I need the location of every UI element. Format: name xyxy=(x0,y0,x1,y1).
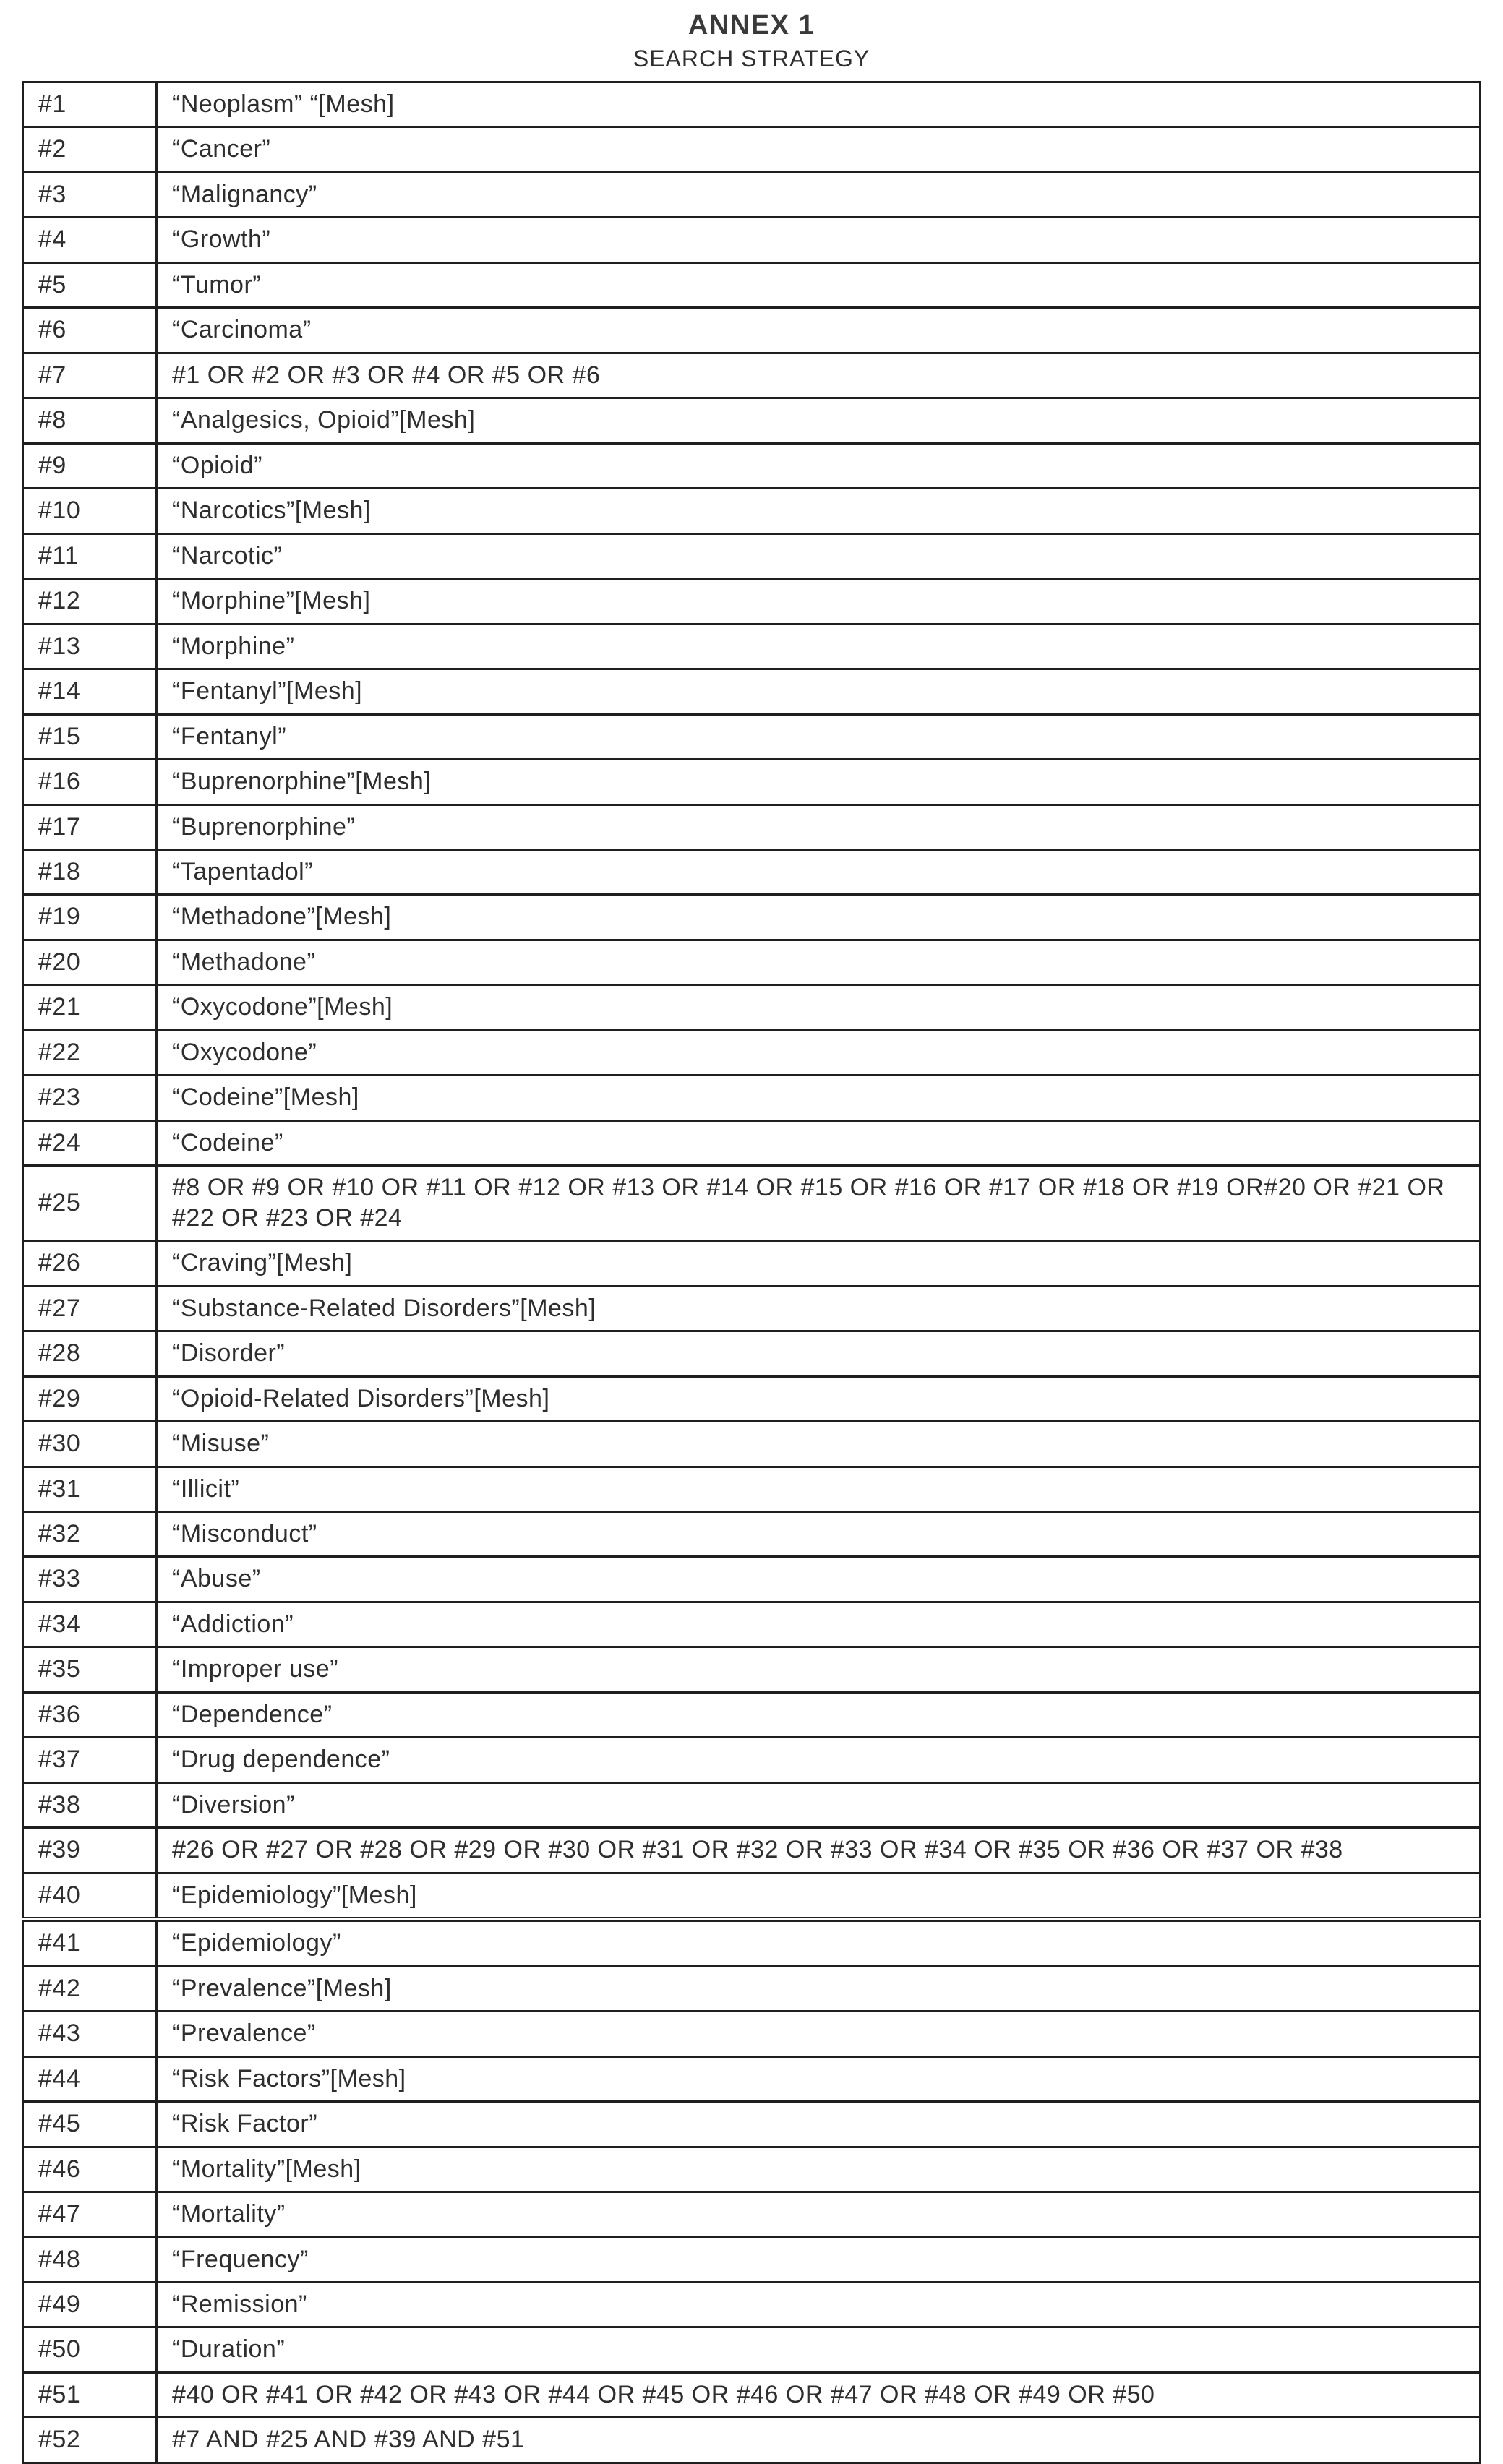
table-row xyxy=(23,443,1481,488)
row-id: #26 xyxy=(23,1241,157,1286)
row-query: “Tapentadol” xyxy=(157,849,1481,894)
row-query: “Misconduct” xyxy=(157,1512,1481,1557)
page-subtitle: SEARCH STRATEGY xyxy=(633,46,870,72)
row-id: #4 xyxy=(23,218,157,262)
row-query: #26 OR #27 OR #28 OR #29 OR #30 OR #31 OR #32 OR #33 OR #34 OR #35 OR #36 OR #37 OR #38 xyxy=(157,1828,1481,1873)
table-row xyxy=(23,127,1481,172)
row-query: “Dependence” xyxy=(157,1692,1481,1737)
row-query: “Mortality”[Mesh] xyxy=(157,2147,1481,2192)
row-query: “Substance-Related Disorders”[Mesh] xyxy=(157,1286,1481,1331)
row-query: “Duration” xyxy=(157,2327,1481,2372)
table-row xyxy=(23,398,1481,443)
row-id: #28 xyxy=(23,1331,157,1376)
row-id: #38 xyxy=(23,1782,157,1827)
table-row xyxy=(23,1602,1481,1647)
row-query: “Prevalence”[Mesh] xyxy=(157,1966,1481,2011)
row-query: “Opioid-Related Disorders”[Mesh] xyxy=(157,1376,1481,1421)
row-id: #25 xyxy=(23,1166,157,1241)
row-query: “Buprenorphine”[Mesh] xyxy=(157,760,1481,804)
row-id: #6 xyxy=(23,308,157,353)
page-header xyxy=(0,10,1503,72)
table-row xyxy=(23,2147,1481,2192)
row-id: #14 xyxy=(23,669,157,714)
table-row xyxy=(23,1030,1481,1075)
table-row xyxy=(23,1467,1481,1511)
row-id: #51 xyxy=(23,2372,157,2417)
row-query: #8 OR #9 OR #10 OR #11 OR #12 OR #13 OR #14 OR #15 OR #16 OR #17 OR #18 OR #19 OR#20 OR #21 OR #22 OR #23 OR #24 xyxy=(157,1166,1481,1241)
row-query: “Morphine”[Mesh] xyxy=(157,579,1481,624)
row-id: #21 xyxy=(23,985,157,1030)
row-id: #10 xyxy=(23,489,157,533)
table-row xyxy=(23,1166,1481,1241)
row-query: “Diversion” xyxy=(157,1782,1481,1827)
table-row xyxy=(23,669,1481,714)
table-row xyxy=(23,533,1481,578)
row-id: #42 xyxy=(23,1966,157,2011)
row-query: “Codeine” xyxy=(157,1120,1481,1165)
row-query: “Buprenorphine” xyxy=(157,804,1481,849)
table-row xyxy=(23,2056,1481,2101)
row-id: #33 xyxy=(23,1557,157,1602)
row-query: “Methadone”[Mesh] xyxy=(157,895,1481,940)
row-query: “Oxycodone” xyxy=(157,1030,1481,1075)
row-query: “Prevalence” xyxy=(157,2012,1481,2056)
table-row xyxy=(23,760,1481,804)
row-query: “Opioid” xyxy=(157,443,1481,488)
row-id: #45 xyxy=(23,2102,157,2147)
table-row xyxy=(23,1120,1481,1165)
row-id: #36 xyxy=(23,1692,157,1737)
row-id: #15 xyxy=(23,714,157,759)
row-id: #46 xyxy=(23,2147,157,2192)
row-id: #9 xyxy=(23,443,157,488)
row-id: #39 xyxy=(23,1828,157,1873)
table-row xyxy=(23,2012,1481,2056)
table-row xyxy=(23,1873,1481,1919)
row-id: #8 xyxy=(23,398,157,443)
table-row xyxy=(23,1076,1481,1120)
table-row xyxy=(23,2372,1481,2417)
row-query: “Risk Factor” xyxy=(157,2102,1481,2147)
table-row xyxy=(23,172,1481,217)
row-id: #52 xyxy=(23,2418,157,2463)
row-id: #32 xyxy=(23,1512,157,1557)
page-title: ANNEX 1 xyxy=(688,10,815,40)
row-query: “Analgesics, Opioid”[Mesh] xyxy=(157,398,1481,443)
row-query: “Epidemiology”[Mesh] xyxy=(157,1873,1481,1919)
table-row xyxy=(23,262,1481,307)
row-query: #40 OR #41 OR #42 OR #43 OR #44 OR #45 OR #46 OR #47 OR #48 OR #49 OR #50 xyxy=(157,2372,1481,2417)
table-row xyxy=(23,1512,1481,1557)
table-row xyxy=(23,624,1481,669)
table-row xyxy=(23,82,1481,127)
row-query: “Illicit” xyxy=(157,1467,1481,1511)
table-row xyxy=(23,218,1481,262)
row-query: #7 AND #25 AND #39 AND #51 xyxy=(157,2418,1481,2463)
table-row xyxy=(23,940,1481,984)
row-id: #7 xyxy=(23,353,157,398)
row-query: “Narcotics”[Mesh] xyxy=(157,489,1481,533)
table-row xyxy=(23,1422,1481,1467)
table-row xyxy=(23,1828,1481,1873)
row-query: “Frequency” xyxy=(157,2237,1481,2282)
row-query: #1 OR #2 OR #3 OR #4 OR #5 OR #6 xyxy=(157,353,1481,398)
row-query: “Cancer” xyxy=(157,127,1481,172)
row-id: #24 xyxy=(23,1120,157,1165)
table-row xyxy=(23,804,1481,849)
table-row xyxy=(23,985,1481,1030)
table-row xyxy=(23,489,1481,533)
row-query: “Addiction” xyxy=(157,1602,1481,1647)
table-row xyxy=(23,714,1481,759)
row-id: #19 xyxy=(23,895,157,940)
row-query: “Remission” xyxy=(157,2282,1481,2327)
table-row xyxy=(23,1692,1481,1737)
table-row xyxy=(23,1920,1481,1966)
table-row xyxy=(23,1286,1481,1331)
row-query: “Carcinoma” xyxy=(157,308,1481,353)
table-row xyxy=(23,1376,1481,1421)
row-id: #16 xyxy=(23,760,157,804)
table-row xyxy=(23,1647,1481,1692)
table-row xyxy=(23,1241,1481,1286)
row-query: “Morphine” xyxy=(157,624,1481,669)
table-row xyxy=(23,1331,1481,1376)
row-query: “Epidemiology” xyxy=(157,1920,1481,1966)
table-row xyxy=(23,1966,1481,2011)
row-id: #3 xyxy=(23,172,157,217)
row-id: #43 xyxy=(23,2012,157,2056)
row-id: #35 xyxy=(23,1647,157,1692)
row-query: “Misuse” xyxy=(157,1422,1481,1467)
row-id: #37 xyxy=(23,1738,157,1782)
row-id: #12 xyxy=(23,579,157,624)
row-id: #50 xyxy=(23,2327,157,2372)
row-id: #18 xyxy=(23,849,157,894)
row-query: “Neoplasm” “[Mesh] xyxy=(157,82,1481,127)
row-id: #34 xyxy=(23,1602,157,1647)
row-query: “Oxycodone”[Mesh] xyxy=(157,985,1481,1030)
row-query: “Craving”[Mesh] xyxy=(157,1241,1481,1286)
table-row xyxy=(23,2102,1481,2147)
row-id: #31 xyxy=(23,1467,157,1511)
row-id: #13 xyxy=(23,624,157,669)
row-id: #29 xyxy=(23,1376,157,1421)
row-query: “Drug dependence” xyxy=(157,1738,1481,1782)
table-row xyxy=(23,895,1481,940)
table-row xyxy=(23,2418,1481,2463)
row-id: #1 xyxy=(23,82,157,127)
row-id: #47 xyxy=(23,2192,157,2237)
row-id: #23 xyxy=(23,1076,157,1120)
search-strategy-table-body xyxy=(23,82,1481,2463)
table-row xyxy=(23,1782,1481,1827)
row-id: #48 xyxy=(23,2237,157,2282)
row-id: #44 xyxy=(23,2056,157,2101)
row-query: “Improper use” xyxy=(157,1647,1481,1692)
row-id: #49 xyxy=(23,2282,157,2327)
row-query: “Fentanyl”[Mesh] xyxy=(157,669,1481,714)
table-row xyxy=(23,2237,1481,2282)
row-id: #41 xyxy=(23,1920,157,1966)
row-query: “Methadone” xyxy=(157,940,1481,984)
row-id: #17 xyxy=(23,804,157,849)
row-id: #5 xyxy=(23,262,157,307)
row-query: “Tumor” xyxy=(157,262,1481,307)
row-id: #2 xyxy=(23,127,157,172)
row-query: “Mortality” xyxy=(157,2192,1481,2237)
row-query: “Growth” xyxy=(157,218,1481,262)
table-row xyxy=(23,579,1481,624)
row-id: #22 xyxy=(23,1030,157,1075)
table-row xyxy=(23,2192,1481,2237)
table-row xyxy=(23,2282,1481,2327)
row-query: “Disorder” xyxy=(157,1331,1481,1376)
row-query: “Codeine”[Mesh] xyxy=(157,1076,1481,1120)
table-row xyxy=(23,2327,1481,2372)
search-strategy-table xyxy=(22,81,1481,2464)
row-id: #27 xyxy=(23,1286,157,1331)
table-row xyxy=(23,308,1481,353)
row-query: “Narcotic” xyxy=(157,533,1481,578)
table-row xyxy=(23,353,1481,398)
table-row xyxy=(23,1557,1481,1602)
row-query: “Malignancy” xyxy=(157,172,1481,217)
row-query: “Abuse” xyxy=(157,1557,1481,1602)
row-id: #11 xyxy=(23,533,157,578)
table-row xyxy=(23,849,1481,894)
row-id: #40 xyxy=(23,1873,157,1919)
row-id: #20 xyxy=(23,940,157,984)
table-row xyxy=(23,1738,1481,1782)
row-query: “Risk Factors”[Mesh] xyxy=(157,2056,1481,2101)
row-query: “Fentanyl” xyxy=(157,714,1481,759)
row-id: #30 xyxy=(23,1422,157,1467)
